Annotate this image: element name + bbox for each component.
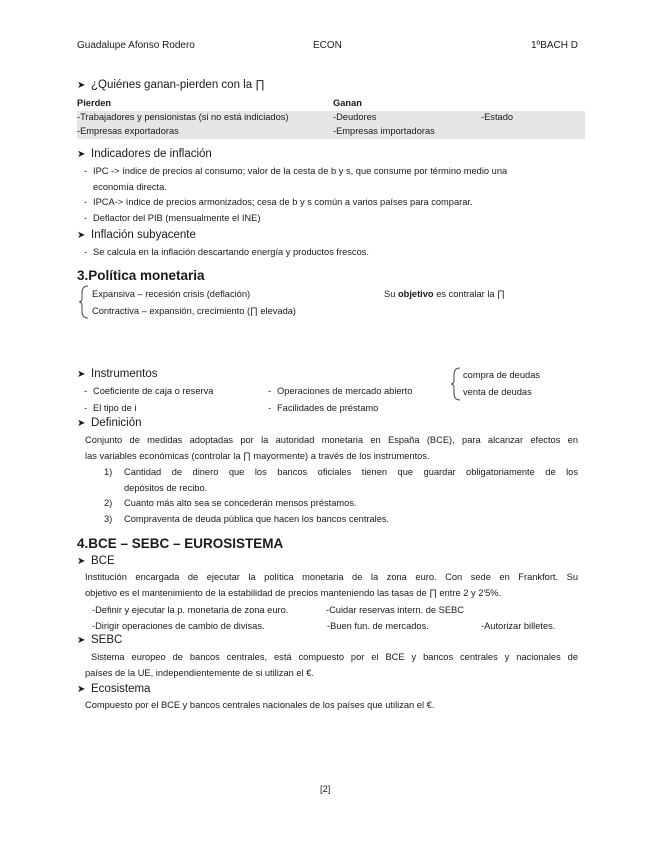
header-subject: ECON (313, 40, 342, 51)
definition-text: Conjunto de medidas adoptadas por la autoridad monetaria en España (BCE), para alcanzar efectos en las variables económicas (controlar la ∏ mayormente) a través de los instrumentos. (85, 435, 578, 461)
core-inflation-heading (77, 229, 196, 241)
heading-text: Indicadores de inflación (91, 148, 212, 160)
numbered-item: 1) Cantidad de dinero que los bancos oficiales tienen que guardar obligatoriamente de los (104, 467, 578, 477)
bce-section-title: 4.BCE – SEBC – EUROSISTEMA (77, 536, 284, 551)
header-course: 1ºBACH D (531, 40, 578, 51)
heading-text: Ecosistema (91, 683, 151, 695)
bce-function: -Dirigir operaciones de cambio de divisas. (92, 621, 265, 631)
heading-text: Inflación subyacente (91, 229, 196, 241)
bce-description: Institución encargada de ejecutar la política monetaria de la zona euro. Con sede en Frankfort. Su objetivo es el mantenimiento de la estabilidad de precios manteniendo las tasas de ∏ entre 2 y 2'5%. (85, 572, 578, 598)
policy-objective: Su objetivo es contralar la ∏ (384, 289, 505, 299)
col-win-header: Ganan (333, 98, 362, 108)
instrument-item: - Operaciones de mercado abierto (268, 386, 413, 396)
monetary-policy-title: 3.Política monetaria (77, 268, 205, 283)
arrow-bullet-icon: ➤ (77, 80, 86, 91)
page-number: [2] (320, 784, 331, 794)
arrow-bullet-icon: ➤ (77, 418, 86, 429)
instrument-item: - Coeficiente de caja o reserva (84, 386, 214, 396)
list-item: - Deflactor del PIB (mensualmente el INE) (84, 212, 261, 223)
bce-function: -Cuidar reservas intern. de SEBC (326, 605, 464, 615)
left-brace-icon (450, 367, 462, 401)
table-cell: -Trabajadores y pensionistas (si no está indiciados) (77, 112, 289, 122)
table-cell: -Estado (481, 112, 514, 122)
list-item-cont: economía directa. (93, 181, 167, 192)
table-row (77, 111, 585, 125)
arrow-bullet-icon: ➤ (77, 230, 86, 241)
bce-function: -Autorizar billetes. (481, 621, 556, 631)
heading-text: Instrumentos (91, 368, 158, 380)
table-header-row (77, 97, 585, 111)
table-cell: -Empresas importadoras (333, 126, 435, 136)
sebc-heading (77, 634, 122, 646)
table-row (77, 125, 585, 139)
ecosystem-description: Compuesto por el BCE y bancos centrales nacionales de los países que utilizan el €. (85, 700, 435, 710)
instrument-item: - Facilidades de préstamo (268, 403, 379, 413)
sebc-description: Sistema europeo de bancos centrales, está compuesto por el BCE y bancos centrales y nacionales de países de la UE, independientemente de si utilizan el €. (85, 652, 578, 678)
definition-numbered-list (104, 465, 578, 527)
left-brace-icon (78, 285, 90, 319)
heading-text: SEBC (91, 634, 123, 646)
arrow-bullet-icon: ➤ (77, 556, 86, 567)
heading-text: ¿Quiénes ganan-pierden con la ∏ (91, 79, 265, 91)
winners-losers-heading (77, 79, 265, 91)
bce-function: -Definir y ejecutar la p. monetaria de zona euro. (92, 605, 289, 615)
arrow-bullet-icon: ➤ (77, 149, 86, 160)
numbered-item-cont: depósitos de recibo. (124, 482, 208, 493)
list-item: - IPCA-> índice de precios armonizados; cesa de b y s común a varios países para comparar. (84, 197, 473, 207)
instrument-item: - El tipo de i (84, 403, 137, 413)
instruments-heading (77, 368, 157, 380)
open-market-sell: venta de deudas (463, 387, 532, 397)
arrow-bullet-icon: ➤ (77, 635, 86, 646)
ecosystem-heading (77, 683, 150, 695)
open-market-buy: compra de deudas (463, 370, 541, 380)
header-author: Guadalupe Afonso Rodero (77, 40, 195, 51)
core-inflation-item: - Se calcula en la inflación descartando energía y productos frescos. (84, 247, 369, 257)
bce-function: -Buen fun. de mercados. (327, 621, 429, 631)
bce-heading (77, 555, 115, 567)
policy-contractive: Contractiva – expansión, crecimiento (∏ elevada) (92, 306, 297, 316)
heading-text: BCE (91, 555, 115, 567)
arrow-bullet-icon: ➤ (77, 369, 86, 380)
table-cell: -Deudores (333, 112, 377, 122)
definition-heading (77, 417, 142, 429)
winners-losers-table (77, 97, 585, 139)
list-item: - IPC -> índice de precios al consumo; valor de la cesta de b y s, que consume por término medio una (84, 166, 508, 176)
numbered-item: 2) Cuanto más alto sea se concederán mensos préstamos. (104, 498, 357, 508)
inflation-indicators-heading (77, 148, 212, 160)
numbered-item: 3) Compraventa de deuda pública que hacen los bancos centrales. (104, 513, 390, 524)
inflation-indicators-list (84, 164, 584, 226)
table-cell: -Empresas exportadoras (77, 126, 179, 136)
policy-expansive: Expansiva – recesión crisis (deflación) (92, 289, 251, 299)
col-lose-header: Pierden (77, 98, 112, 108)
arrow-bullet-icon: ➤ (77, 684, 86, 695)
heading-text: Definición (91, 417, 142, 429)
